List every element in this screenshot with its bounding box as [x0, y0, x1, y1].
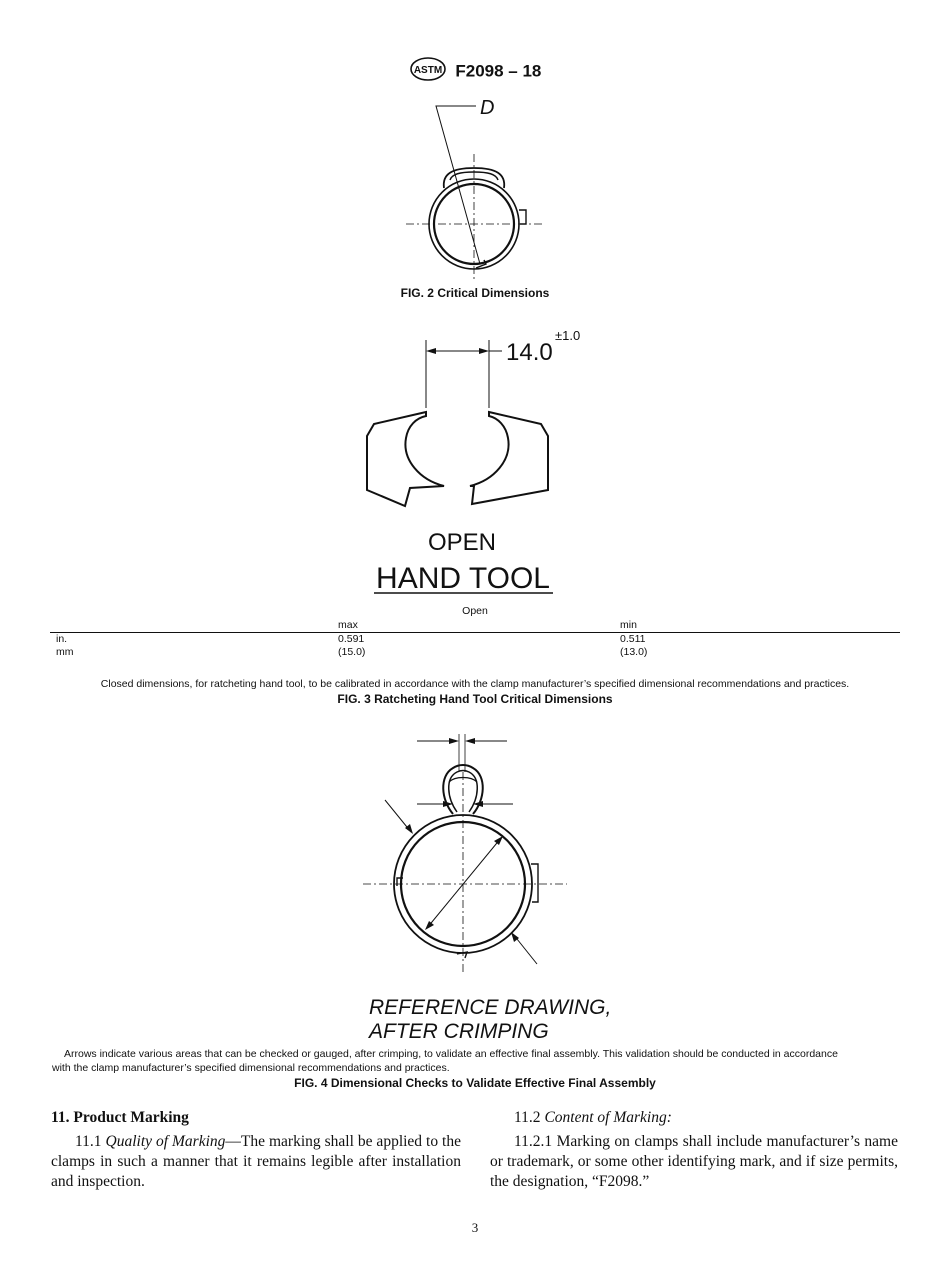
fig2-clamp-drawing [380, 92, 580, 282]
table-cell: in. [56, 633, 68, 645]
table-header-cell: min [620, 619, 637, 631]
table-cell: 0.591 [338, 633, 365, 645]
table-cell: 0.511 [620, 633, 646, 645]
table-cell: (15.0) [338, 646, 366, 658]
paragraph-11-1 [51, 1132, 461, 1192]
table-header-cell: max [338, 619, 358, 631]
paragraph-11-2-1: 11.2.1 Marking on clamps shall include manufacturer’s name or trademark, or some other identifying mark, and if size permits, the designation, “F2098.” [490, 1133, 898, 1190]
paragraph-11-2 [490, 1108, 898, 1128]
fig2-caption: FIG. 2 Critical Dimensions [400, 286, 550, 300]
fig3-note: Closed dimensions, for ratcheting hand tool, to be calibrated in accordance with the clamp manufacturer’s specified dimensional recommendations and practices. [100, 678, 850, 690]
astm-logo-text: ASTM [413, 65, 442, 76]
fig3-dimension: 14.0 [506, 339, 553, 366]
table-cell: mm [56, 646, 74, 658]
fig3-caption: FIG. 3 Ratcheting Hand Tool Critical Dimensions [337, 692, 613, 706]
page-header [0, 56, 950, 87]
dimensions-table [50, 605, 900, 659]
table-row [50, 646, 900, 659]
right-column [490, 1108, 898, 1192]
fig3-hand-tool-drawing [350, 320, 610, 606]
table-group-header: Open [462, 605, 488, 617]
fig4-label-line2: AFTER CRIMPING [369, 1020, 549, 1043]
fig4-note-line1: Arrows indicate various areas that can be checked or gauged, after crimping, to validate an effective final assembly. This validation should be conducted in accordance [64, 1048, 838, 1060]
astm-logo [409, 56, 447, 87]
para-number: 11.1 [75, 1133, 106, 1150]
table-row [50, 633, 900, 646]
fig3-hand-tool-label: HAND TOOL [376, 562, 550, 595]
para-title: Quality of Marking [105, 1133, 226, 1150]
para-title: Content of Marking: [544, 1109, 672, 1126]
page-number: 3 [471, 1220, 479, 1235]
para-number: 11.2 [514, 1109, 545, 1126]
table-header-row [50, 619, 900, 633]
fig4-note-line2: with the clamp manufacturer’s specified dimensional recommendations and practices. [52, 1062, 450, 1074]
fig4-label-line1: REFERENCE DRAWING, [369, 996, 612, 1019]
left-column [51, 1108, 461, 1192]
designation: F2098 – 18 [455, 61, 542, 81]
table-cell: (13.0) [620, 646, 648, 658]
section-heading: 11. Product Marking [51, 1109, 189, 1126]
para-text: —The marking shall be applied to the clamps in such a manner that it remains legible after installation and inspection. [51, 1133, 461, 1190]
fig3-open-label: OPEN [427, 529, 497, 556]
fig4-caption: FIG. 4 Dimensional Checks to Validate Effective Final Assembly [294, 1076, 656, 1090]
fig4-crimped-clamp-drawing [355, 728, 615, 1048]
fig3-tolerance: ±1.0 [555, 328, 581, 343]
fig2-label-d: D [480, 97, 495, 119]
